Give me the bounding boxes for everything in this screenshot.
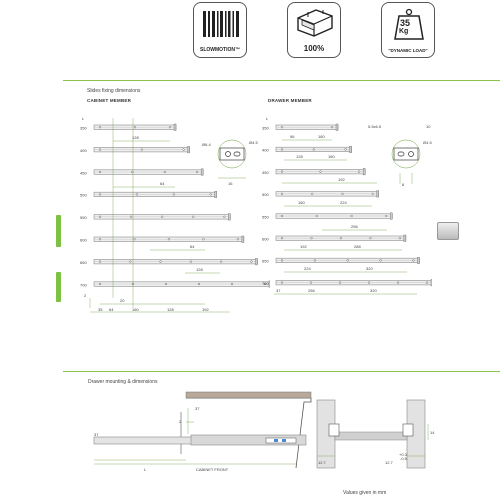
side-clip-bottom xyxy=(56,272,61,302)
slowmotion-label: SLOWMOTION™ xyxy=(200,47,240,53)
drawer-detail-slot: 5.5x6.5 xyxy=(368,124,382,129)
cabinet-rail-600 xyxy=(80,236,244,243)
drawer-dim-224: 224 xyxy=(340,200,347,205)
drawer-dim-192b: 192 xyxy=(300,244,307,249)
drawer-detail-10: 10 xyxy=(426,124,431,129)
drawer-dim-256: 256 xyxy=(351,224,358,229)
cabinet-detail-16: 16 xyxy=(228,181,233,186)
drawer-length-label: 550 xyxy=(262,214,269,220)
drawer-rail-450 xyxy=(262,168,365,175)
drawer-dim-320: 320 xyxy=(366,266,373,271)
drawer-dim-224b: 224 xyxy=(304,266,311,271)
cabinet-hole-detail xyxy=(200,132,270,192)
drawer-dim-b256: 256 xyxy=(308,288,315,293)
cabinet-member-title: CABINET MEMBER xyxy=(87,98,132,103)
drawer-rail-700 xyxy=(262,279,432,286)
section-dim-minus05: -0.5 xyxy=(400,456,407,461)
drawer-length-label: 350 xyxy=(262,125,269,131)
drawer-rail-350 xyxy=(262,124,338,131)
drawer-length-label: 600 xyxy=(262,236,269,242)
cabinet-dim-b160: 160 xyxy=(132,307,139,312)
drawer-rail-500 xyxy=(262,191,379,198)
cabinet-length-label: 500 xyxy=(80,192,87,198)
drawer-detail-d45: Ø4.5 xyxy=(423,140,432,145)
cabinet-dim-b128: 128 xyxy=(167,307,174,312)
drawer-dim-160c: 160 xyxy=(298,200,305,205)
drawer-length-label: 400 xyxy=(262,147,269,153)
cabinet-length-label: 400 xyxy=(80,147,87,153)
dynamic-load-label: "DYNAMIC LOAD" xyxy=(388,48,428,53)
cabinet-dim-20: 20 xyxy=(120,298,125,303)
mounting-dim-37b: 37 xyxy=(94,432,99,437)
cabinet-front-label: CABINET FRONT xyxy=(196,467,229,472)
section-dim-127b: 12.7 xyxy=(385,460,393,465)
drawer-length-label: 450 xyxy=(262,169,269,175)
drawer-length-label: 700 xyxy=(262,280,269,286)
cabinet-dim-b35: 35 xyxy=(98,307,103,312)
mounting-section-rule xyxy=(63,371,500,372)
drawer-dim-L: L xyxy=(266,116,269,121)
cabinet-rail-650 xyxy=(80,258,257,265)
extension-badge xyxy=(287,2,341,58)
section-dim-127: 12.7 xyxy=(318,460,326,465)
drawer-dim-192: 192 xyxy=(338,177,345,182)
drawer-dim-160b: 160 xyxy=(328,154,335,159)
drawer-length-label: 500 xyxy=(262,192,269,198)
drawer-rail-600 xyxy=(262,235,406,242)
cabinet-rail-450 xyxy=(80,169,203,176)
cabinet-dim-64b: 64 xyxy=(190,244,195,249)
drawer-hole-detail xyxy=(368,118,440,188)
cabinet-dim-b64: 64 xyxy=(109,307,114,312)
weight-value: 35 xyxy=(400,18,411,28)
cabinet-rail-700 xyxy=(80,281,270,288)
section-dim-plus03: +0.3 xyxy=(399,452,407,457)
drawer-rail-400 xyxy=(262,146,352,153)
units-footnote: Values given in mm xyxy=(343,490,387,496)
mounting-dim-L: L xyxy=(144,467,147,472)
cabinet-rail-550 xyxy=(80,214,230,221)
cabinet-dim-2: 2 xyxy=(84,293,87,298)
cabinet-dim-128b: 128 xyxy=(196,267,203,272)
cabinet-dim-b192: 192 xyxy=(202,307,209,312)
dynamic-load-badge xyxy=(381,2,435,58)
cabinet-length-label: 600 xyxy=(80,237,87,243)
mounting-dim-2: 2 xyxy=(179,419,182,424)
drawer-rail-550 xyxy=(262,213,392,220)
drawer-icon xyxy=(294,8,336,38)
drawer-dim-288: 288 xyxy=(354,244,361,249)
drawer-dim-b320: 320 xyxy=(370,288,377,293)
drawer-dim-96: 96 xyxy=(290,134,295,139)
fixing-section-title: Slides fixing dimensions xyxy=(87,88,141,94)
drawer-member-title: DRAWER MEMBER xyxy=(268,98,312,103)
weight-unit: Kg xyxy=(399,28,409,35)
extension-label: 100% xyxy=(303,44,325,53)
drawer-length-label: 650 xyxy=(262,258,269,264)
mounting-section-title: Drawer mounting & dimensions xyxy=(88,379,158,385)
cabinet-rail-400 xyxy=(80,146,190,153)
slide-part-thumbnail xyxy=(437,222,459,240)
fixing-section-rule xyxy=(63,80,500,81)
cabinet-detail-d45: Ø4.5 xyxy=(249,140,258,145)
mounting-section-view xyxy=(315,398,440,476)
drawer-rail-650 xyxy=(262,257,419,264)
drawer-detail-8: 8 xyxy=(402,182,405,187)
side-clip-top xyxy=(56,215,61,247)
mounting-dim-37: 37 xyxy=(195,406,200,411)
cabinet-detail-d64: Ø6.4 xyxy=(202,142,211,147)
mounting-drawing xyxy=(86,390,316,474)
cabinet-dim-64a: 64 xyxy=(160,181,165,186)
cabinet-dim-128: 128 xyxy=(132,135,139,140)
slowmotion-badge xyxy=(193,2,247,58)
cabinet-length-label: 650 xyxy=(80,259,87,265)
cabinet-rail-500 xyxy=(80,191,217,198)
cabinet-dim-L: L xyxy=(82,116,85,121)
cabinet-length-label: 350 xyxy=(80,125,87,131)
drawer-dim-128: 128 xyxy=(296,154,303,159)
cabinet-rail-350 xyxy=(80,124,176,131)
drawer-dim-b37: 37 xyxy=(276,288,281,293)
cabinet-length-label: 450 xyxy=(80,170,87,176)
section-dim-14: 14 xyxy=(430,430,435,435)
cabinet-length-label: 550 xyxy=(80,215,87,221)
barcode-icon xyxy=(203,11,239,37)
cabinet-length-label: 700 xyxy=(80,282,87,288)
drawer-dim-160: 160 xyxy=(318,134,325,139)
